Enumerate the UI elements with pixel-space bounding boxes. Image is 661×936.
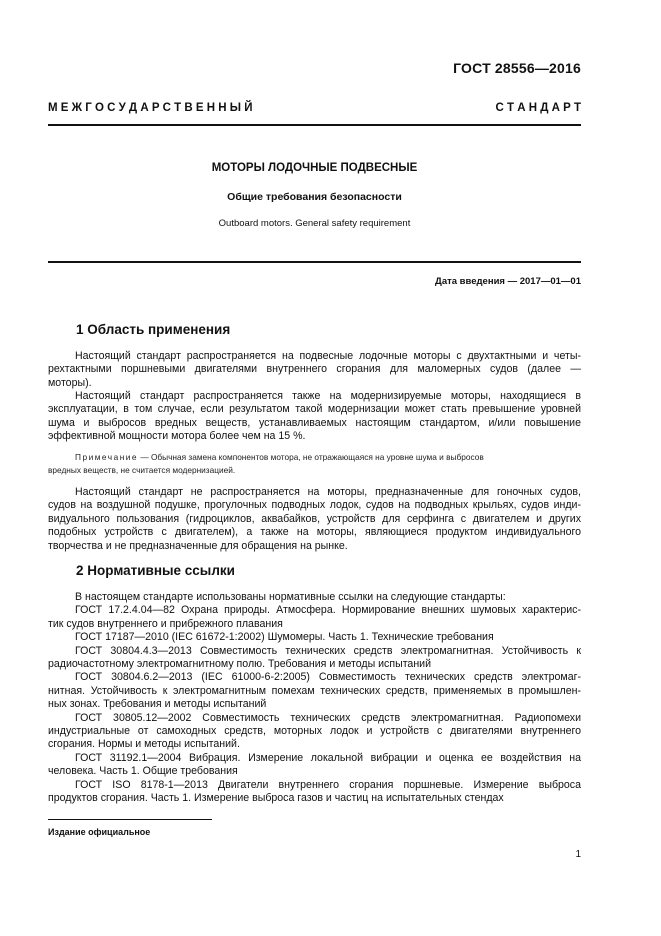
- reference-line: ГОСТ 31192.1—2004 Вибрация. Измерение локальной вибрации и оценка ее воздействия на: [75, 751, 581, 764]
- text-line: шума и выбросов вредных веществ, устанавливаемых настоящим стандартом, и/или повышение: [48, 416, 581, 429]
- note-text: — Обычная замена компонентов мотора, не отражающаяся на уровне шума и выбросов: [138, 452, 484, 462]
- reference-line: продуктов сгорания. Часть 1. Измерение выброса газов и частиц на испытательных стендах: [48, 792, 504, 805]
- official-edition-label: Издание официальное: [48, 827, 151, 837]
- page-number: 1: [575, 849, 581, 860]
- text-line: Настоящий стандарт не распространяется на моторы, предназначенные для гоночных судов,: [75, 486, 581, 498]
- text-line: судов на воздушной подушке, прогулочных подводных лодок, судов на подводных крыльях, судов инди-: [48, 499, 581, 512]
- note: [48, 451, 581, 477]
- text-line: творчества и не предназначенные для обращения на рынке.: [48, 539, 348, 552]
- reference-line: ГОСТ ISO 8178-1—2013 Двигатели внутреннего сгорания поршневые. Измерение выброса: [75, 778, 581, 791]
- reference-line: индустриальные от самоходных средств, моторных лодок и устройств с двигателями внутреннего: [48, 725, 581, 738]
- text-line: подобных устройств с двигателем), а также на моторы, являющиеся продуктом индивидуального: [48, 526, 581, 539]
- banner-word-standard: С Т А Н Д А Р Т: [495, 102, 581, 114]
- reference-line: тик судов внутреннего и прибрежного плавания: [48, 617, 283, 630]
- text-line: Настоящий стандарт распространяется также на модернизируемые моторы, находящиеся в: [75, 390, 581, 402]
- introduction-date: Дата введения — 2017—01—01: [435, 276, 581, 287]
- text-line: Настоящий стандарт распространяется на подвесные лодочные моторы с двухтактными и четы-: [75, 350, 581, 362]
- text-line: видуального пользования (гидроциклов, аквабайков, устройств для серфинга с двигателем и других: [48, 512, 581, 525]
- english-title: Outboard motors. General safety requirement: [218, 218, 411, 229]
- section-2-heading: 2 Нормативные ссылки: [76, 563, 235, 578]
- section-1-heading: 1 Область применения: [76, 322, 231, 337]
- reference-intro: В настоящем стандарте использованы нормативные ссылки на следующие стандарты:: [75, 591, 506, 603]
- reference-line: сгорания. Нормы и методы испытаний.: [48, 738, 240, 751]
- reference-line: ГОСТ 17187—2010 (IEC 61672-1:2002) Шумомеры. Часть 1. Технические требования: [75, 631, 494, 644]
- reference-line: радиочастотному электромагнитному полю. Требования и методы испытаний: [48, 658, 432, 671]
- document-subtitle: Общие требования безопасности: [227, 191, 402, 203]
- note-line: вредных веществ, не считается модернизацией.: [48, 465, 236, 475]
- reference-line: ГОСТ 30804.6.2—2013 (IEC 61000-6-2:2005) Совместимость технических средств электромаг-: [75, 671, 581, 684]
- standard-number: ГОСТ 28556—2016: [453, 60, 581, 76]
- text-line: рехтактными поршневыми двигателями внутреннего сгорания для маломерных судов (далее —: [48, 363, 581, 376]
- reference-line: нитная. Устойчивость к электромагнитным помехам технических средств, применяемых в промышлен-: [48, 684, 581, 697]
- section-1-paragraph-1: [48, 350, 581, 390]
- document-title: МОТОРЫ ЛОДОЧНЫЕ ПОДВЕСНЫЕ: [211, 162, 418, 174]
- section-2-references: [48, 591, 581, 806]
- text-line: моторы).: [48, 376, 92, 389]
- interstate-standard-banner: [48, 102, 581, 114]
- section-1-paragraph-3: [48, 486, 581, 553]
- reference-line: ГОСТ 30804.4.3—2013 Совместимость технических средств электромагнитная. Устойчивость к: [75, 644, 581, 657]
- note-line: [48, 451, 581, 464]
- footer-divider: [48, 819, 212, 820]
- text-line: эффективной мощности мотора более чем на 15 %.: [48, 430, 306, 443]
- text-line: эксплуатации, в том случае, если результатом такой модернизации может стать превышение уровней: [48, 403, 581, 416]
- reference-line: ных зонах. Требования и методы испытаний: [48, 698, 267, 711]
- reference-line: ГОСТ 30805.12—2002 Совместимость технических средств электромагнитная. Радиопомехи: [75, 711, 581, 724]
- section-1-paragraph-2: [48, 390, 581, 444]
- note-label: Примечание: [75, 452, 139, 462]
- banner-word-interstate: М Е Ж Г О С У Д А Р С Т В Е Н Н Ы Й: [48, 102, 253, 114]
- reference-line: ГОСТ 17.2.4.04—82 Охрана природы. Атмосфера. Нормирование внешних шумовых характерис-: [75, 604, 581, 617]
- top-divider: [48, 124, 581, 126]
- title-divider: [48, 261, 581, 263]
- reference-line: человека. Часть 1. Общие требования: [48, 765, 238, 778]
